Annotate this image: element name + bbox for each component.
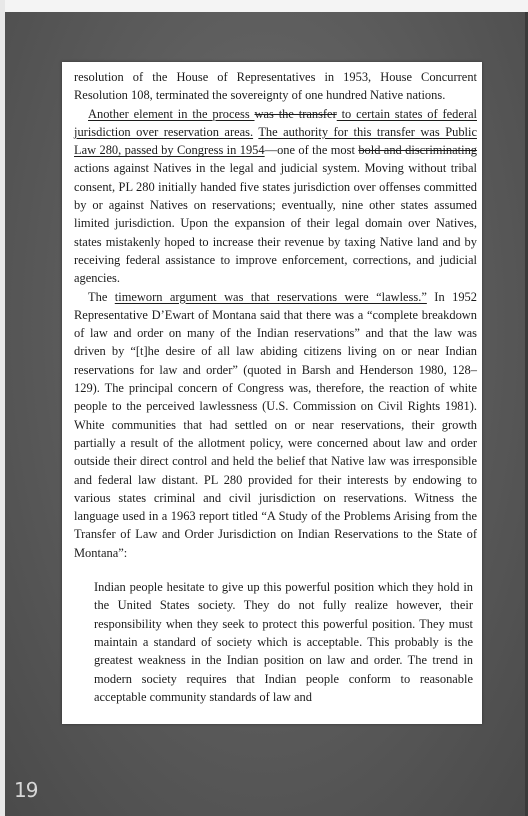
scan-left-edge — [0, 0, 5, 816]
struck-phrase: was the transfer — [254, 106, 337, 121]
underlined-phrase: The authority for this transfer was Public Law 280, passed by Congress in 1954 — [74, 124, 477, 158]
underlined-phrase: timeworn argument was that reservations were “lawless.” — [114, 289, 427, 304]
page-body — [74, 68, 477, 706]
handwritten-page-number: 19 — [14, 778, 38, 802]
block-quote: Indian people hesitate to give up this powerful position which they hold in the United States society. They do not fully realize however, their responsibility when they seek to protect this powerful position. They must maintain a standard of society which is acceptable. This probably is the greatest weakness in the Indian position on law and order. The trend in modern society requires that Indian people conform to reasonable acceptable community standards of law and — [94, 580, 473, 704]
underlined-phrase: Another element in the process — [88, 106, 255, 121]
paragraph-2 — [74, 105, 477, 288]
text-run: The — [88, 289, 115, 304]
text-run: —one of the most — [264, 143, 359, 158]
text-run: In 1952 Representative D’Ewart of Montana said that there was a “complete breakdown of law and order on many of the Indian reservations” and that the law was driven by “[t]he desire of all law abiding citizens living on or near Indian reservations for law and order” (quoted in Barsh and Henderson 1980, 128–129). The principal concern of Congress was, therefore, the reaction of white people to the perceived lawlessness (U.S. Commission on Civil Rights 1981). White communities that had settled on or near reservations, their growth partially a result of the allotment policy, were concerned about law and order outside their direct control and held the belief that Native law was irresponsible and federal law distant. PL 280 provided for their interests by endowing to various states criminal and civil jurisdiction on reservations. Witness the language used in a 1963 report titled “A Study of the Problems Arising from the Transfer of Law and Order Jurisdiction on Indian Reservations to the State of Montana”: — [74, 289, 477, 560]
scan-top-edge — [0, 0, 528, 12]
paragraph-3 — [74, 288, 477, 562]
paragraph-1: resolution of the House of Representatives in 1953, House Concurrent Resolution 108, terminated the sovereignty of one hundred Native nations. — [74, 70, 477, 103]
text-run: actions against Natives in the legal and judicial system. Moving without tribal consent, PL 280 initially handed five states jurisdiction over offenses committed by or against Natives on reservations; eventually, nine other states assumed limited jurisdiction. Upon the expansion of their legal domain over Natives, states mistakenly hoped to increase their revenue by taxing Native land and by receiving federal assistance to improve enforcement, corrections, and judicial agencies. — [74, 161, 477, 286]
underlined-phrase: to certain states of federal jurisdiction over reservation areas. — [74, 106, 477, 139]
book-page — [62, 62, 482, 724]
struck-phrase: bold and discriminating — [358, 143, 478, 158]
